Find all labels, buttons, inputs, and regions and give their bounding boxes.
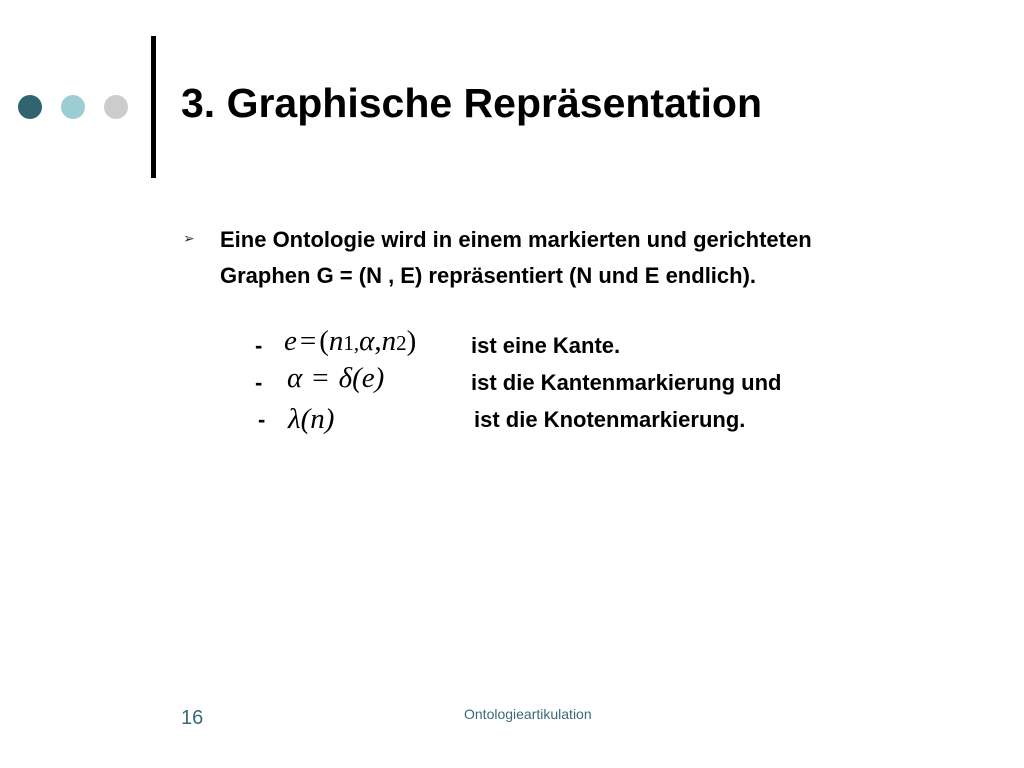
- title-divider: [151, 36, 156, 178]
- slide-title: 3. Graphische Repräsentation: [181, 80, 763, 126]
- definition-row-edge: [0, 327, 1024, 365]
- formula-node-label: λ(n): [288, 403, 335, 435]
- row-description: ist die Kantenmarkierung und: [471, 370, 782, 395]
- formula-edge: e = (n1,α,n2): [284, 325, 417, 357]
- formula-edge-label: α = δ(e): [287, 362, 385, 394]
- page-number: 16: [181, 707, 204, 729]
- row-description: ist eine Kante.: [471, 333, 621, 358]
- arrowhead-bullet-icon: ➢: [183, 230, 195, 246]
- row-dash: -: [255, 370, 263, 395]
- footer-text: Ontologieartikulation: [464, 706, 592, 722]
- bullet-line-2: Graphen G = (N , E) repräsentiert (N und E endlich).: [220, 263, 757, 288]
- bullet-text: [220, 222, 980, 294]
- row-description: ist die Knotenmarkierung.: [474, 407, 746, 432]
- bullet-line-1: Eine Ontologie wird in einem markierten und gerichteten: [220, 227, 812, 252]
- definition-row-node-label: [0, 401, 1024, 439]
- decor-dot-light: [61, 95, 85, 119]
- row-dash: -: [258, 407, 266, 432]
- decor-dot-gray: [104, 95, 128, 119]
- decor-dot-dark: [18, 95, 42, 119]
- row-dash: -: [255, 333, 263, 358]
- definition-row-edge-label: [0, 364, 1024, 402]
